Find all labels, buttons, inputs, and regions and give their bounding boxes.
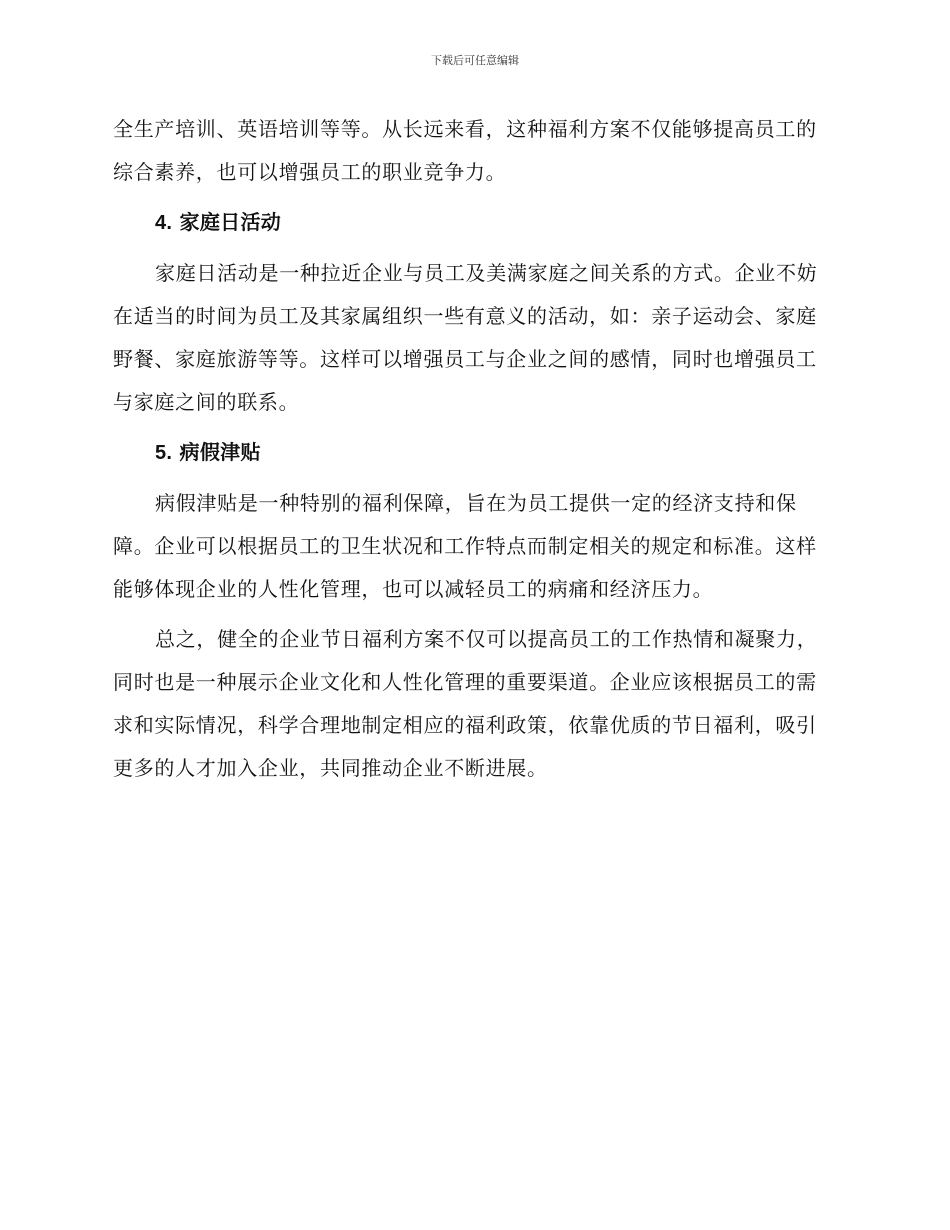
conclusion-paragraph: 总之，健全的企业节日福利方案不仅可以提高员工的工作热情和凝聚力，同时也是一种展示企业文化和人性化管理的重要渠道。企业应该根据员工的需求和实际情况，科学合理地制定相应的福利政策，依靠优质的节日福利，吸引更多的人才加入企业，共同推动企业不断进展。 (113, 627, 818, 780)
section-5-paragraph: 病假津贴是一种特别的福利保障，旨在为员工提供一定的经济支持和保障。企业可以根据员工的卫生状况和工作特点而制定相关的规定和标准。这样能够体现企业的人性化管理，也可以减轻员工的病痛和经济压力。 (113, 491, 817, 601)
intro-paragraph: 全生产培训、英语培训等等。从长远来看，这种福利方案不仅能够提高员工的综合素养，也可以增强员工的职业竞争力。 (113, 117, 817, 184)
section-4-title: 家庭日活动 (179, 210, 282, 234)
section-5-heading (113, 431, 833, 475)
section-4-heading (113, 201, 833, 245)
section-4-number: 4. (155, 212, 173, 234)
section-5-number: 5. (155, 442, 173, 464)
section-4-paragraph: 家庭日活动是一种拉近企业与员工及美满家庭之间关系的方式。企业不妨在适当的时间为员工及其家属组织一些有意义的活动，如：亲子运动会、家庭野餐、家庭旅游等等。这样可以增强员工与企业之间的感情，同时也增强员工与家庭之间的联系。 (113, 261, 818, 414)
section-5-title: 病假津贴 (179, 440, 261, 464)
document-body (113, 108, 833, 790)
page-header: 下载后可任意编辑 (431, 54, 519, 67)
